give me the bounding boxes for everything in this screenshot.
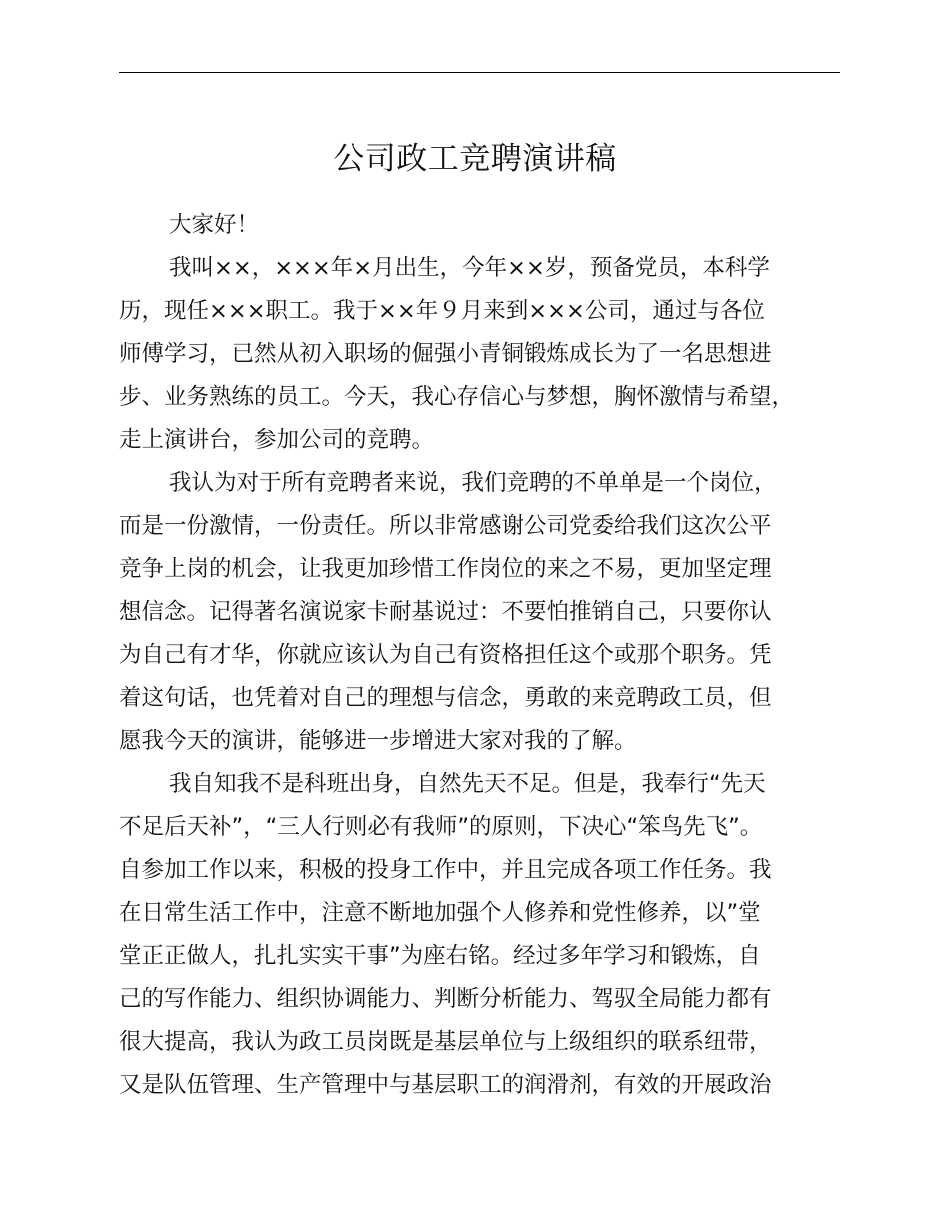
document-title: 公司政工竞聘演讲稿 [333,141,617,177]
body-line: 我叫××，×××年×月出生，今年××岁，预备党员，本科学 [169,255,770,281]
body-line: 堂正正做人，扎扎实实干事”为座右铭。经过多年学习和锻炼，自 [119,943,761,969]
body-line: 我自知我不是科班出身，自然先天不足。但是，我奉行“先天 [169,771,766,797]
body-line: 己的写作能力、组织协调能力、判断分析能力、驾驭全局能力都有 [119,986,772,1012]
body-line: 又是队伍管理、生产管理中与基层职工的润滑剂，有效的开展政治 [119,1072,772,1098]
body-line: 我认为对于所有竞聘者来说，我们竞聘的不单单是一个岗位， [169,470,777,496]
body-line: 走上演讲台，参加公司的竞聘。 [119,427,435,453]
body-line: 自参加工作以来，积极的投身工作中，并且完成各项工作任务。我 [119,857,772,883]
header-rule [119,72,840,73]
body-line: 而是一份激情，一份责任。所以非常感谢公司党委给我们这次公平 [119,513,772,539]
body-line: 着这句话，也凭着对自己的理想与信念，勇敢的来竞聘政工员，但 [119,685,772,711]
document-body [119,204,841,1107]
greeting-line: 大家好！ [169,212,260,238]
body-line: 步、业务熟练的员工。今天，我心存信心与梦想，胸怀激情与希望， [119,384,795,410]
body-line: 历，现任×××职工。我于××年９月来到×××公司，通过与各位 [119,298,765,324]
body-line: 想信念。记得著名演说家卡耐基说过：不要怕推销自己，只要你认 [119,599,772,625]
body-line: 师傅学习，已然从初入职场的倔强小青铜锻炼成长为了一名思想进 [119,341,772,367]
body-line: 为自己有才华，你就应该认为自己有资格担任这个或那个职务。凭 [119,642,772,668]
body-line: 竞争上岗的机会，让我更加珍惜工作岗位的来之不易，更加坚定理 [119,556,772,582]
body-line: 不足后天补”，“三人行则必有我师”的原则，下决心“笨鸟先飞”。 [119,814,763,840]
body-line: 在日常生活工作中，注意不断地加强个人修养和党性修养，以”堂 [119,900,761,926]
body-line: 很大提高，我认为政工员岗既是基层单位与上级组织的联系纽带， [119,1029,772,1055]
body-line: 愿我今天的演讲，能够进一步增进大家对我的了解。 [119,728,637,754]
